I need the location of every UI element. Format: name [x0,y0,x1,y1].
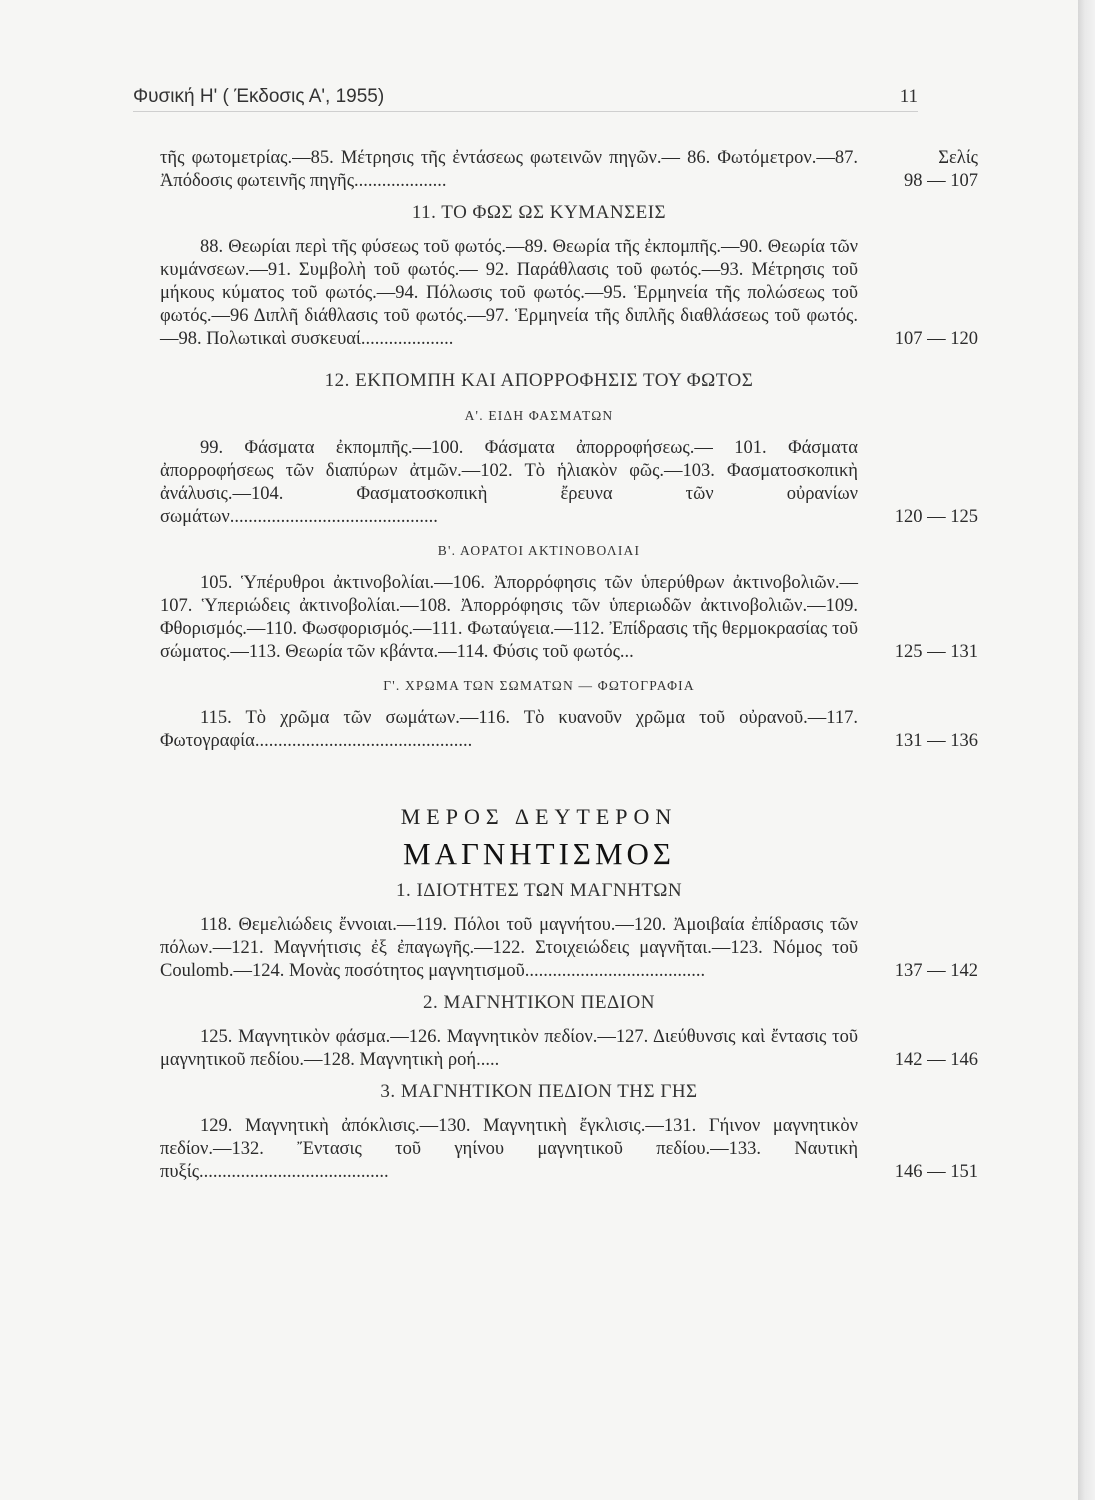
page-range: 142 — 146 [889,1049,978,1072]
chapter-title: 2. ΜΑΓΝΗΤΙΚΟΝ ΠΕΔΙΟΝ [423,992,655,1013]
page-range: 131 — 136 [889,730,978,753]
page-range: 120 — 125 [889,506,978,529]
toc-entry [160,437,978,529]
chapter-title: 1. ΙΔΙΟΤΗΤΕΣ ΤΩΝ ΜΑΓΝΗΤΩΝ [395,880,683,901]
toc-entry [160,1115,978,1184]
section-subtitle: Α'. ΕΙΔΗ ΦΑΣΜΑΤΩΝ [464,408,614,423]
chapter-title: 12. ΕΚΠΟΜΠΗ ΚΑΙ ΑΠΟΡΡΟΦΗΣΙΣ ΤΟΥ ΦΩΤΟΣ [324,370,754,391]
page-range: 125 — 131 [889,641,978,664]
toc-body [160,147,978,1184]
selis-label: Σελίς [930,147,978,170]
header-title: Φυσική Η' ( Έκδοσις Α', 1955) [133,86,385,107]
entry-text: 118. Θεμελιώδεις ἔννοιαι.—119. Πόλοι τοῦ μαγνήτου.—120. Ἀμοιβαία ἐπίδρασις τῶν πόλων.—121. Μαγνήτισις ἐξ ἐπαγωγῆς.—122. Στοιχειώδεις μαγνῆται.—123. Νόμος τοῦ Coulomb.—124. Μονὰς ποσότητος μαγνητισμοῦ....................................... [160,915,858,981]
section-subtitle: Β'. ΑΟΡΑΤΟΙ ΑΚΤΙΝΟΒΟΛΙΑΙ [437,543,641,558]
toc-entry [160,1026,978,1072]
page-edge [1078,0,1095,1500]
page-range: 98 — 107 [898,170,978,193]
page-range: 137 — 142 [889,960,978,983]
entry-text: 88. Θεωρίαι περὶ τῆς φύσεως τοῦ φωτός.—89. Θεωρία τῆς ἐκπομπῆς.—90. Θεωρία τῶν κυμάνσεων.—91. Συμβολὴ τοῦ φωτός.— 92. Παράθλασις τοῦ φωτός.—93. Μέτρησις τοῦ μήκους κύματος τοῦ φωτός.—94. Πόλωσις τοῦ φωτός.—95. Ἑρμηνεία τῆς πολώσεως τοῦ φωτός.—96 Διπλῆ διάθλασις τοῦ φωτός.—97. Ἑρμηνεία τῆς διπλῆς διαθλάσεως τοῦ φωτός.—98. Πολωτικαὶ συσκευαί.................... [160,237,858,349]
toc-entry [160,707,978,753]
toc-entry [160,572,978,664]
part-title: ΜΑΓΝΗΤΙΣΜΟΣ [403,836,675,871]
toc-entry [160,236,978,351]
header-rule [133,111,918,112]
page-number: 11 [899,86,918,107]
entry-text: 129. Μαγνητικὴ ἀπόκλισις.—130. Μαγνητικὴ ἔγκλισις.—131. Γήινον μαγνητικὸν πεδίον.—132. Ἔντασις τοῦ γηίνου μαγνητικοῦ πεδίου.—133. Ναυτικὴ πυξίς......................................... [160,1116,858,1182]
entry-text: τῆς φωτομετρίας.—85. Μέτρησις τῆς ἐντάσεως φωτεινῶν πηγῶν.— 86. Φωτόμετρον.—87. Ἀπόδοσις φωτεινῆς πηγῆς.................... [160,148,858,191]
toc-entry [160,147,978,193]
entry-text: 105. Ὑπέρυθροι ἀκτινοβολίαι.—106. Ἀπορρόφησις τῶν ὑπερύθρων ἀκτινοβολιῶν.—107. Ὑπεριώδεις ἀκτινοβολίαι.—108. Ἀπορρόφησις τῶν ὑπεριωδῶν ἀκτινοβολιῶν.—109. Φθορισμός.—110. Φωσφορισμός.—111. Φωταύγεια.—112. Ἐπίδρασις τῆς θερμοκρασίας τοῦ σώματος.—113. Θεωρία τῶν κβάντα.—114. Φύσις τοῦ φωτός... [160,573,858,662]
entry-text: 115. Τὸ χρῶμα τῶν σωμάτων.—116. Τὸ κυανοῦν χρῶμα τοῦ οὐρανοῦ.—117. Φωτογραφία............................................... [160,708,858,751]
entry-text: 99. Φάσματα ἐκπομπῆς.—100. Φάσματα ἀπορροφήσεως.— 101. Φάσματα ἀπορροφήσεως τῶν διαπύρων ἀτμῶν.—102. Τὸ ἡλιακὸν φῶς.—103. Φασματοσκοπικὴ ἀνάλυσις.—104. Φασματοσκοπικὴ ἔρευνα τῶν οὐρανίων σωμάτων............................................. [160,438,858,527]
page-range: 107 — 120 [889,328,978,351]
entry-text: 125. Μαγνητικὸν φάσμα.—126. Μαγνητικὸν πεδίον.—127. Διεύθυνσις καὶ ἔντασις τοῦ μαγνητικοῦ πεδίου.—128. Μαγνητικὴ ροή..... [160,1027,858,1070]
page-range: 146 — 151 [889,1161,978,1184]
chapter-title: 11. ΤΟ ΦΩΣ ΩΣ ΚΥΜΑΝΣΕΙΣ [411,202,667,223]
part-label: ΜΕΡΟΣ ΔΕΥΤΕΡΟΝ [400,804,678,829]
chapter-title: 3. ΜΑΓΝΗΤΙΚΟΝ ΠΕΔΙΟΝ ΤΗΣ ΓΗΣ [380,1081,698,1102]
running-head [133,86,918,108]
section-subtitle: Γ'. ΧΡΩΜΑ ΤΩΝ ΣΩΜΑΤΩΝ — ΦΩΤΟΓΡΑΦΙΑ [383,678,695,693]
toc-entry [160,914,978,983]
